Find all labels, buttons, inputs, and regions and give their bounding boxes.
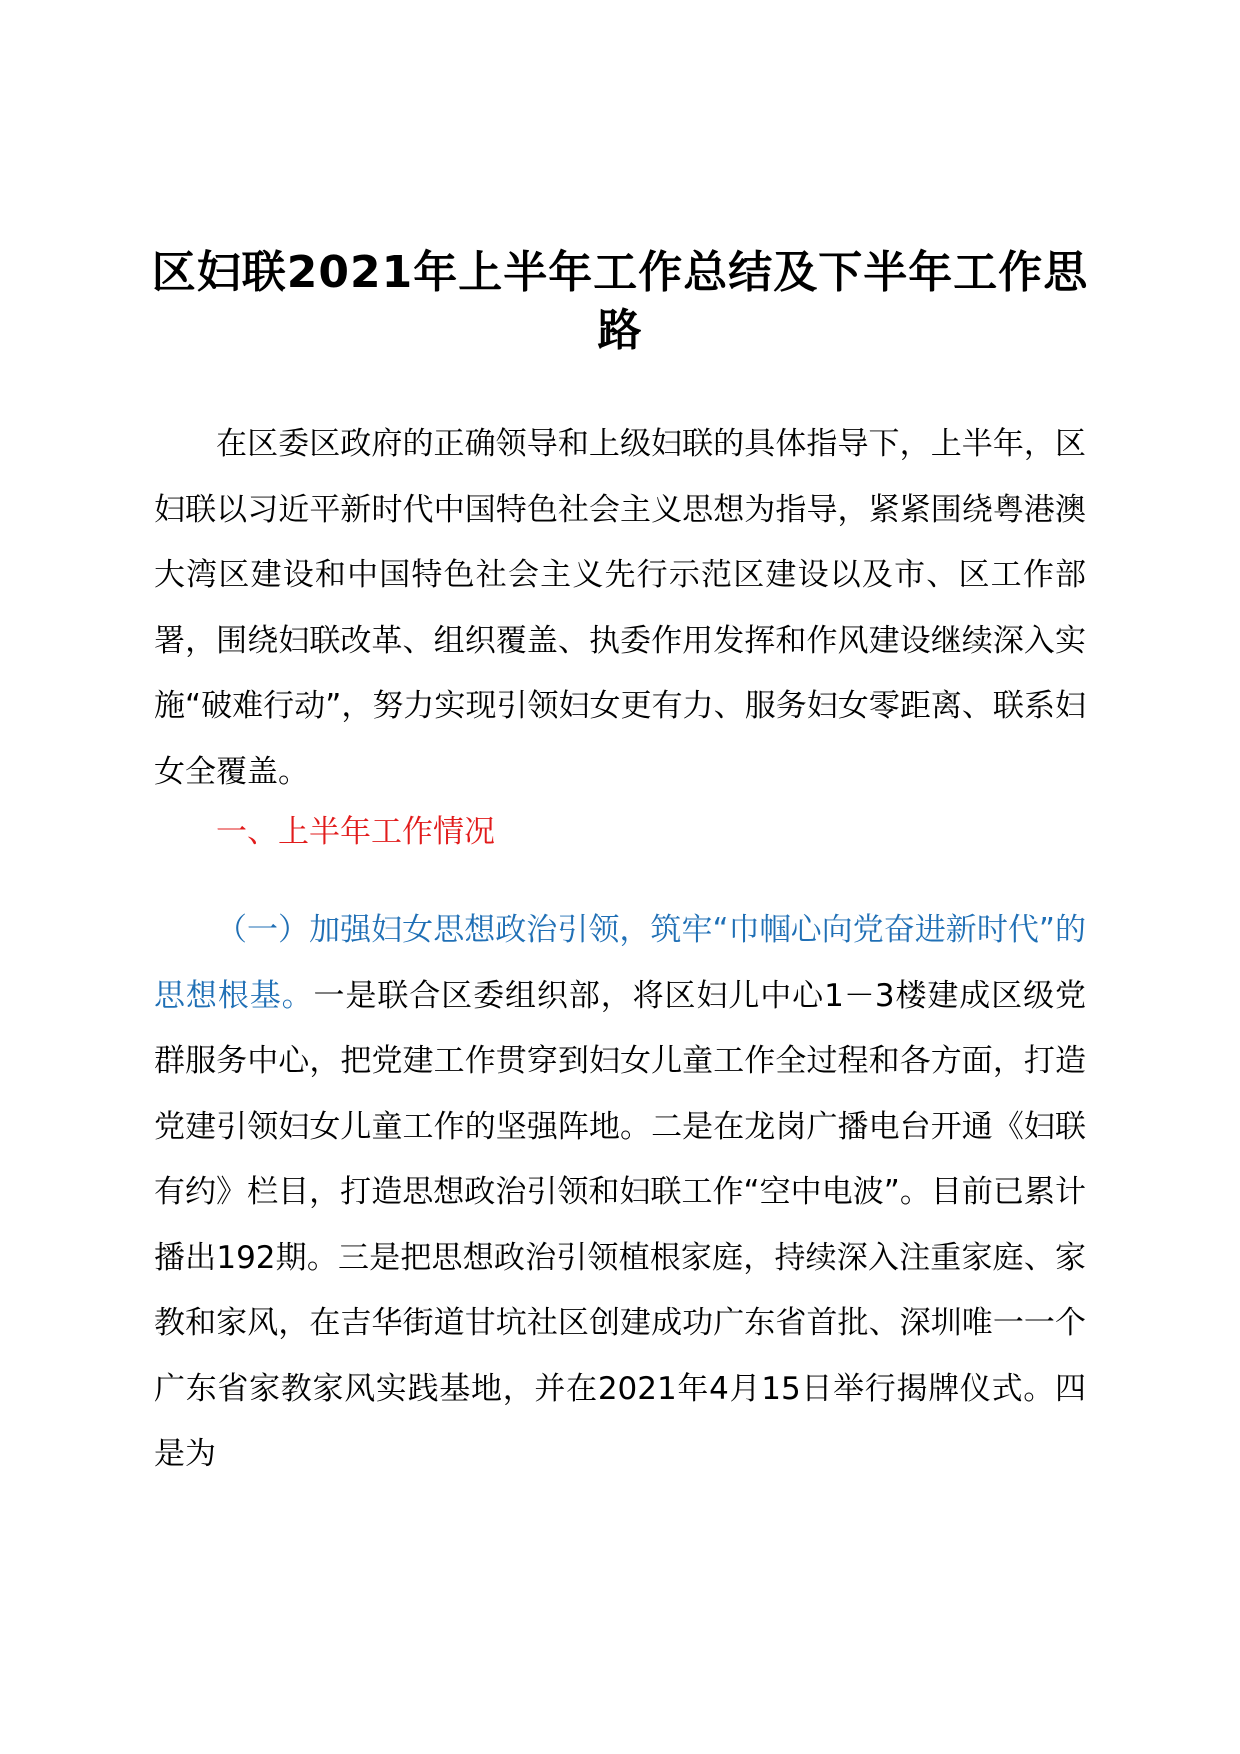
subsection-paragraph xyxy=(154,898,1086,1488)
section-heading: 一、上半年工作情况 xyxy=(216,814,495,850)
intro-paragraph: 在区委区政府的正确领导和上级妇联的具体指导下，上半年，区妇联以习近平新时代中国特色社会主义思想为指导，紧紧围绕粤港澳大湾区建设和中国特色社会主义先行示范区建设以及市、区工作部署，围绕妇联改革、组织覆盖、执委作用发挥和作风建设继续深入实施“破难行动”，努力实现引领妇女更有力、服务妇女零距离、联系妇女全覆盖。 xyxy=(154,426,1086,790)
subsection-heading: （一）加强妇女思想政治引领，筑牢“巾帼心向党奋进新时代”的思想根基。 xyxy=(154,912,1086,1014)
document-title: 区妇联2021年上半年工作总结及下半年工作思路 xyxy=(151,247,1089,356)
subsection-text: 一是联合区委组织部，将区妇儿中心1－3楼建成区级党群服务中心，把党建工作贯穿到妇女儿童工作全过程和各方面，打造党建引领妇女儿童工作的坚强阵地。二是在龙岗广播电台开通《妇联有约》栏目，打造思想政治引领和妇联工作“空中电波”。目前已累计播出192期。三是把思想政治引领植根家庭，持续深入注重家庭、家教和家风，在吉华街道甘坑社区创建成功广东省首批、深圳唯一一个广东省家教家风实践基地，并在2021年4月15日举行揭牌仪式。四是为 xyxy=(154,977,1086,1472)
